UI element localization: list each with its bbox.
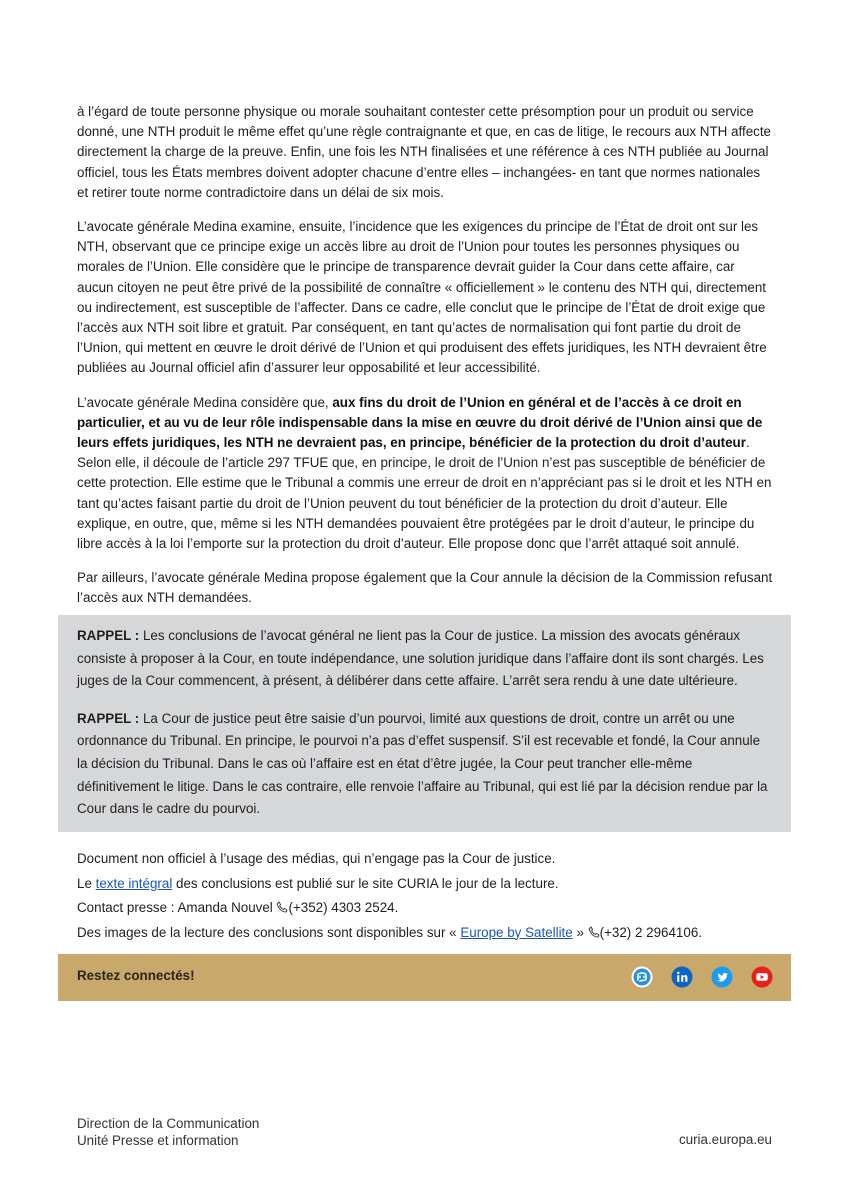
full-text-link[interactable]: texte intégral	[95, 875, 173, 891]
linkedin-icon[interactable]	[671, 966, 693, 988]
images-line	[77, 921, 777, 946]
press-info	[77, 847, 777, 945]
footer-website[interactable]: curia.europa.eu	[678, 1132, 772, 1147]
rappel-note	[77, 625, 772, 693]
images-phone: (+32) 2 2964106.	[599, 924, 702, 940]
paragraph: L’avocate générale Medina examine, ensuite, l’incidence que les exigences du principe de l’État de droit ont sur les NTH, observant que ce principe exige un accès libre au droit de l’Union pour toutes les personnes physiques ou morales de l’Union. Elle considère que le principe de transparence devrait guider la Cour dans cette affaire, car aucun citoyen ne peut être privé de la possibilité de connaître « officiellement » le contenu des NTH qui, directement ou indirectement, est susceptible de l’affecter. Dans ce cadre, elle conclut que le principe de l’État de droit exige que l’accès aux NTH soit libre et gratuit. Par conséquent, en tant qu’actes de normalisation qui font partie du droit de l’Union, qui mettent en œuvre le droit dérivé de l’Union et qui produisent des effets juridiques, les NTH devraient être publiées au Journal officiel afin d’assurer leur opposabilité et leur accessibilité.	[77, 219, 767, 376]
paragraph: Par ailleurs, l’avocate générale Medina propose également que la Cour annule la décision de la Commission refusant l’accès aux NTH demandées.	[77, 570, 773, 606]
paragraph	[77, 393, 773, 555]
stay-connected-label: Restez connectés!	[77, 968, 195, 983]
phone-icon	[588, 926, 600, 938]
rappel-text: La Cour de justice peut être saisie d’un pourvoi, limité aux questions de droit, contre un arrêt ou une ordonnance du Tribunal. En principe, le pourvoi n’a pas d’effet suspensif. S’il est recevable et fondé, la Cour annule la décision du Tribunal. Dans le cas où l’affaire est en état d’être jugée, la Cour peut trancher elle-même définitivement le litige. Dans le cas contraire, elle renvoie l’affaire au Tribunal, qui est lié par la décision rendue par la Cour dans le cadre du pourvoi.	[77, 710, 768, 817]
youtube-icon[interactable]	[751, 966, 773, 988]
footer-department	[77, 1116, 259, 1149]
images-mid: »	[572, 924, 588, 940]
rappel-label: RAPPEL :	[77, 710, 140, 726]
paragraph-intro: L’avocate générale Medina considère que,	[77, 394, 333, 410]
full-text-post: des conclusions est publié sur le site CURIA le jour de la lecture.	[172, 875, 559, 891]
full-text-pre: Le	[77, 875, 96, 891]
full-text-line	[77, 872, 777, 897]
rappel-label: RAPPEL :	[77, 628, 140, 643]
rappel-box	[58, 615, 791, 832]
body-text	[77, 102, 773, 623]
paragraph-rest: . Selon elle, il découle de l’article 297 TFUE que, en principe, le droit de l’Union n’est pas susceptible de bénéficier de cette protection. Elle estime que le Tribunal a commis une erreur de droit en n’appréciant pas si le droit et les NTH en tant qu’actes faisant partie du droit de l’Union peuvent du tout bénéficier de la protection du droit d’auteur. Elle explique, en outre, que, même si les NTH demandées pouvaient être protégées par le droit d’auteur, le principe du libre accès à la loi l’emporte sur la protection du droit d’auteur. Elle propose donc que l’arrêt attaqué soit annulé.	[77, 435, 772, 552]
images-pre: Des images de la lecture des conclusions sont disponibles sur «	[77, 924, 461, 940]
mastodon-icon[interactable]	[631, 966, 653, 988]
europe-by-satellite-link[interactable]: Europe by Satellite	[460, 924, 573, 940]
phone-icon	[276, 901, 288, 913]
press-contact-phone: (+352) 4303 2524.	[288, 900, 399, 915]
stay-connected-bar	[58, 954, 791, 1001]
disclaimer: Document non officiel à l’usage des médias, qui n’engage pas la Cour de justice.	[77, 851, 556, 866]
paragraph-emphasis: aux fins du droit de l’Union en général et de l’accès à ce droit en particulier, et au vu de leur rôle indispensable dans la mise en œuvre du droit dérivé de l’Union ainsi que de leurs effets juridiques, les NTH ne devraient pas, en principe, bénéficier de la protection du droit d’auteur	[77, 394, 763, 451]
twitter-icon[interactable]	[711, 966, 733, 988]
paragraph: à l’égard de toute personne physique ou morale souhaitant contester cette présomption pour un produit ou service donné, une NTH produit le même effet qu’une règle contraignante et que, en cas de litige, le recours aux NTH affecte directement la charge de la preuve. Enfin, une fois les NTH finalisées et une référence à ces NTH publiée au Journal officiel, tous les États membres doivent adopter chacune d’entre elles – inchangées- en tant que normes nationales et retirer toute norme contradictoire dans un délai de six mois.	[77, 104, 771, 200]
press-contact	[77, 896, 777, 921]
rappel-note	[77, 708, 772, 821]
rappel-text: Les conclusions de l’avocat général ne lient pas la Cour de justice. La mission des avocats généraux consiste à proposer à la Cour, en toute indépendance, une solution juridique dans l’affaire dont ils sont chargés. Les juges de la Cour commencent, à présent, à délibérer dans cette affaire. L’arrêt sera rendu à une date ultérieure.	[77, 628, 764, 689]
footer-line: Unité Presse et information	[77, 1132, 239, 1148]
footer-line: Direction de la Communication	[77, 1116, 260, 1131]
press-contact-label: Contact presse : Amanda Nouvel	[77, 900, 277, 915]
